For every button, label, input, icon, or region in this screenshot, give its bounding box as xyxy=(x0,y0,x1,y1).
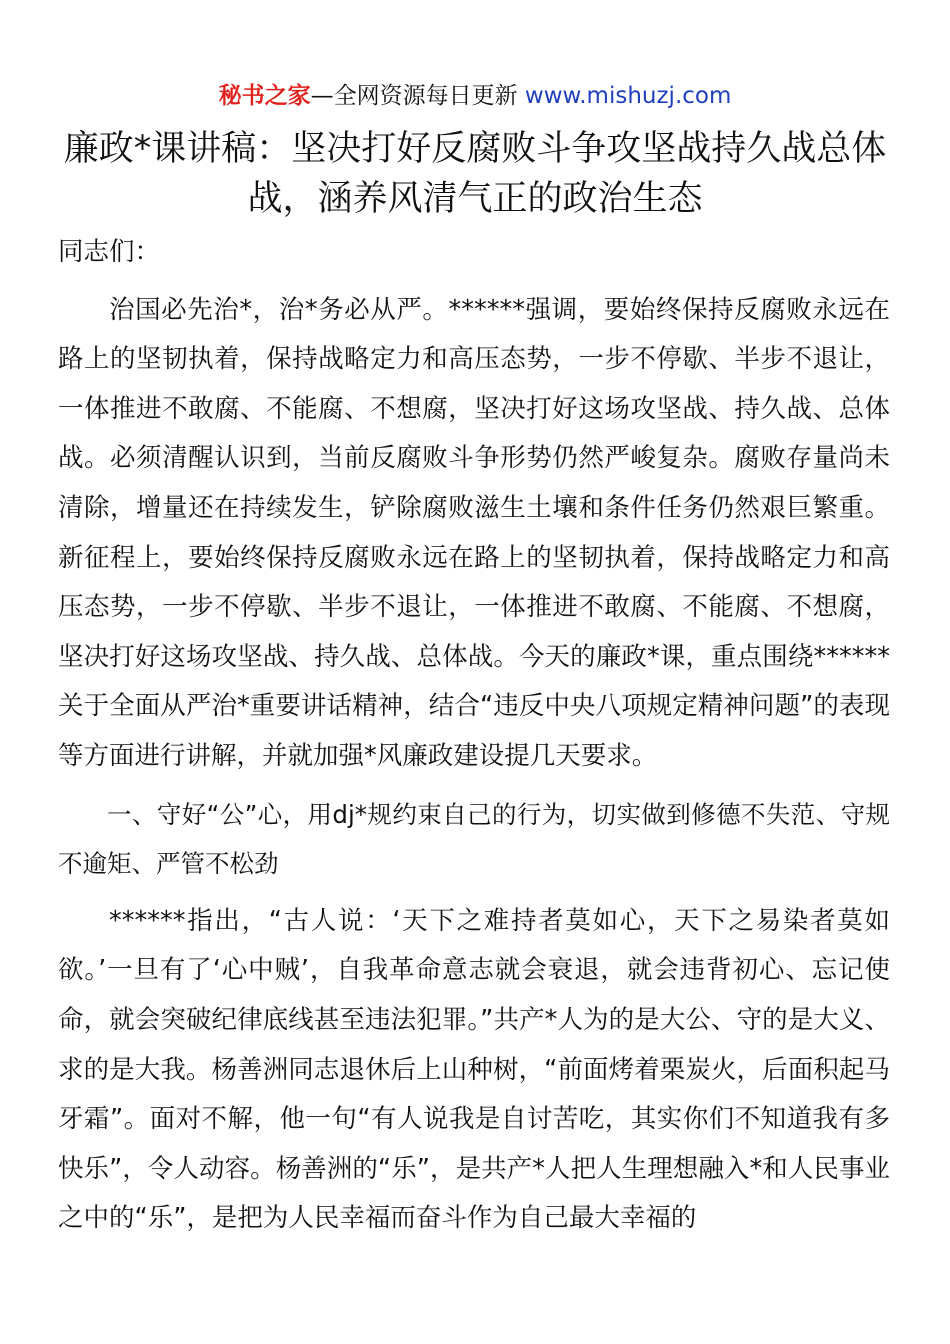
site-banner xyxy=(0,80,950,112)
site-tagline: —全网资源每日更新 xyxy=(310,83,525,109)
intro-paragraph: 治国必先治*，治*务必从严。******强调，要始终保持反腐败永远在路上的坚韧执着，保持战略定力和高压态势，一步不停歇、半步不退让，一体推进不敢腐、不能腐、不想腐，坚决打好这场攻坚战、持久战、总体战。必须清醒认识到，当前反腐败斗争形势仍然严峻复杂。腐败存量尚未清除，增量还在持续发生，铲除腐败滋生土壤和条件任务仍然艰巨繁重。新征程上，要始终保持反腐败永远在路上的坚韧执着，保持战略定力和高压态势，一步不停歇、半步不退让，一体推进不敢腐、不能腐、不想腐，坚决打好这场攻坚战、持久战、总体战。今天的廉政*课，重点围绕******关于全面从严治*重要讲话精神，结合“违反中央八项规定精神问题”的表现等方面进行讲解，并就加强*风廉政建设提几天要求。 xyxy=(58,294,890,771)
document-title: 廉政*课讲稿：坚决打好反腐败斗争攻坚战持久战总体战，涵养风清气正的政治生态 xyxy=(63,129,887,219)
document-body xyxy=(58,228,890,1244)
section-heading: 一、守好“公”心，用dj*规约束自己的行为，切实做到修德不失范、守规不逾矩、严管不松劲 xyxy=(58,799,890,879)
site-brand: 秘书之家 xyxy=(218,83,311,109)
section-paragraph: ******指出，“古人说：‘天下之难持者莫如心，天下之易染者莫如欲。’一旦有了‘心中贼’，自我革命意志就会衰退，就会违背初心、忘记使命，就会突破纪律底线甚至违法犯罪。”共产*人为的是大公、守的是大义、求的是大我。杨善洲同志退休后上山种树，“前面烤着栗炭火，后面积起马牙霜”。面对不解，他一句“有人说我是自讨苦吃，其实你们不知道我有多快乐”，令人动容。杨善洲的“乐”，是共产*人把人生理想融入*和人民事业之中的“乐”，是把为人民幸福而奋斗作为自己最大幸福的 xyxy=(58,905,890,1234)
salutation: 同志们： xyxy=(58,237,161,267)
site-url-link[interactable]: www.mishuzj.com xyxy=(524,83,732,109)
